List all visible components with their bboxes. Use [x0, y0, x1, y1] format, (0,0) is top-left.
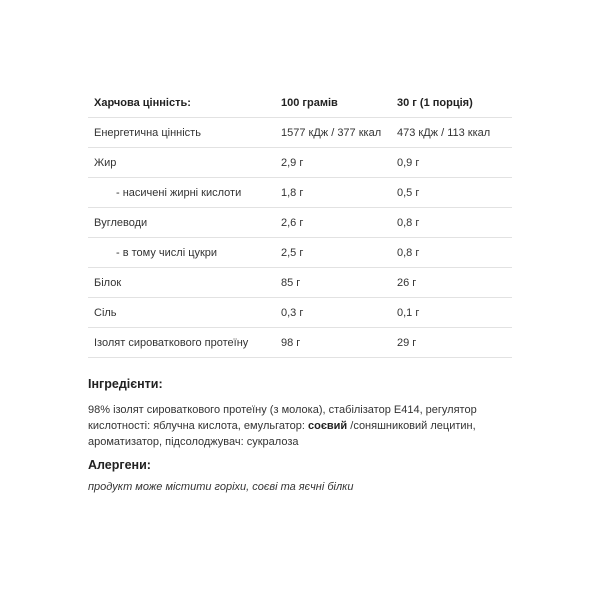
row-value-serving: 29 г: [391, 328, 512, 358]
row-value-100g: 0,3 г: [275, 298, 391, 328]
ingredients-heading: Інгредієнти:: [88, 377, 163, 391]
allergens-section: [88, 458, 512, 493]
header-nutrition: Харчова цінність:: [88, 88, 275, 118]
row-value-100g: 1577 кДж / 377 ккал: [275, 118, 391, 148]
row-label: Жир: [88, 148, 275, 178]
row-value-serving: 473 кДж / 113 ккал: [391, 118, 512, 148]
row-value-100g: 2,9 г: [275, 148, 391, 178]
header-per-100g: 100 грамів: [275, 88, 391, 118]
row-value-100g: 85 г: [275, 268, 391, 298]
nutrition-table: [88, 88, 512, 358]
ingredients-text-bold: соєвий: [308, 420, 348, 432]
ingredients-text-part: 98% ізолят сироваткового протеїну (з молока), стабілізатор Е414, регулятор кислотності: яблучна кислота, емульгатор:: [88, 404, 477, 432]
row-value-serving: 0,8 г: [391, 238, 512, 268]
row-label: - насичені жирні кислоти: [88, 178, 275, 208]
row-value-serving: 0,5 г: [391, 178, 512, 208]
table-row: [88, 148, 512, 178]
ingredients-section: [88, 377, 512, 450]
ingredients-text-part: /соняшниковий лецитин, ароматизатор, підсолоджувач: сукралоза: [88, 420, 476, 448]
row-value-serving: 0,1 г: [391, 298, 512, 328]
row-label: Сіль: [88, 298, 275, 328]
allergens-text: продукт може містити горіхи, соєві та яєчні білки: [88, 481, 354, 493]
row-value-100g: 1,8 г: [275, 178, 391, 208]
allergens-heading: Алергени:: [88, 458, 151, 472]
row-value-100g: 98 г: [275, 328, 391, 358]
ingredients-text: [88, 402, 512, 450]
table-row: [88, 328, 512, 358]
row-value-serving: 26 г: [391, 268, 512, 298]
row-label: Вуглеводи: [88, 208, 275, 238]
table-row: [88, 178, 512, 208]
table-header-row: [88, 88, 512, 118]
table-row: [88, 268, 512, 298]
row-value-serving: 0,8 г: [391, 208, 512, 238]
table-row: [88, 238, 512, 268]
table-row: [88, 208, 512, 238]
table-row: [88, 118, 512, 148]
row-value-100g: 2,6 г: [275, 208, 391, 238]
row-label: Енергетична цінність: [88, 118, 275, 148]
row-label: Ізолят сироваткового протеїну: [88, 328, 275, 358]
table-row: [88, 298, 512, 328]
row-label: - в тому числі цукри: [88, 238, 275, 268]
nutrition-facts: [88, 88, 512, 358]
row-label: Білок: [88, 268, 275, 298]
row-value-100g: 2,5 г: [275, 238, 391, 268]
header-per-serving: 30 г (1 порція): [391, 88, 512, 118]
row-value-serving: 0,9 г: [391, 148, 512, 178]
